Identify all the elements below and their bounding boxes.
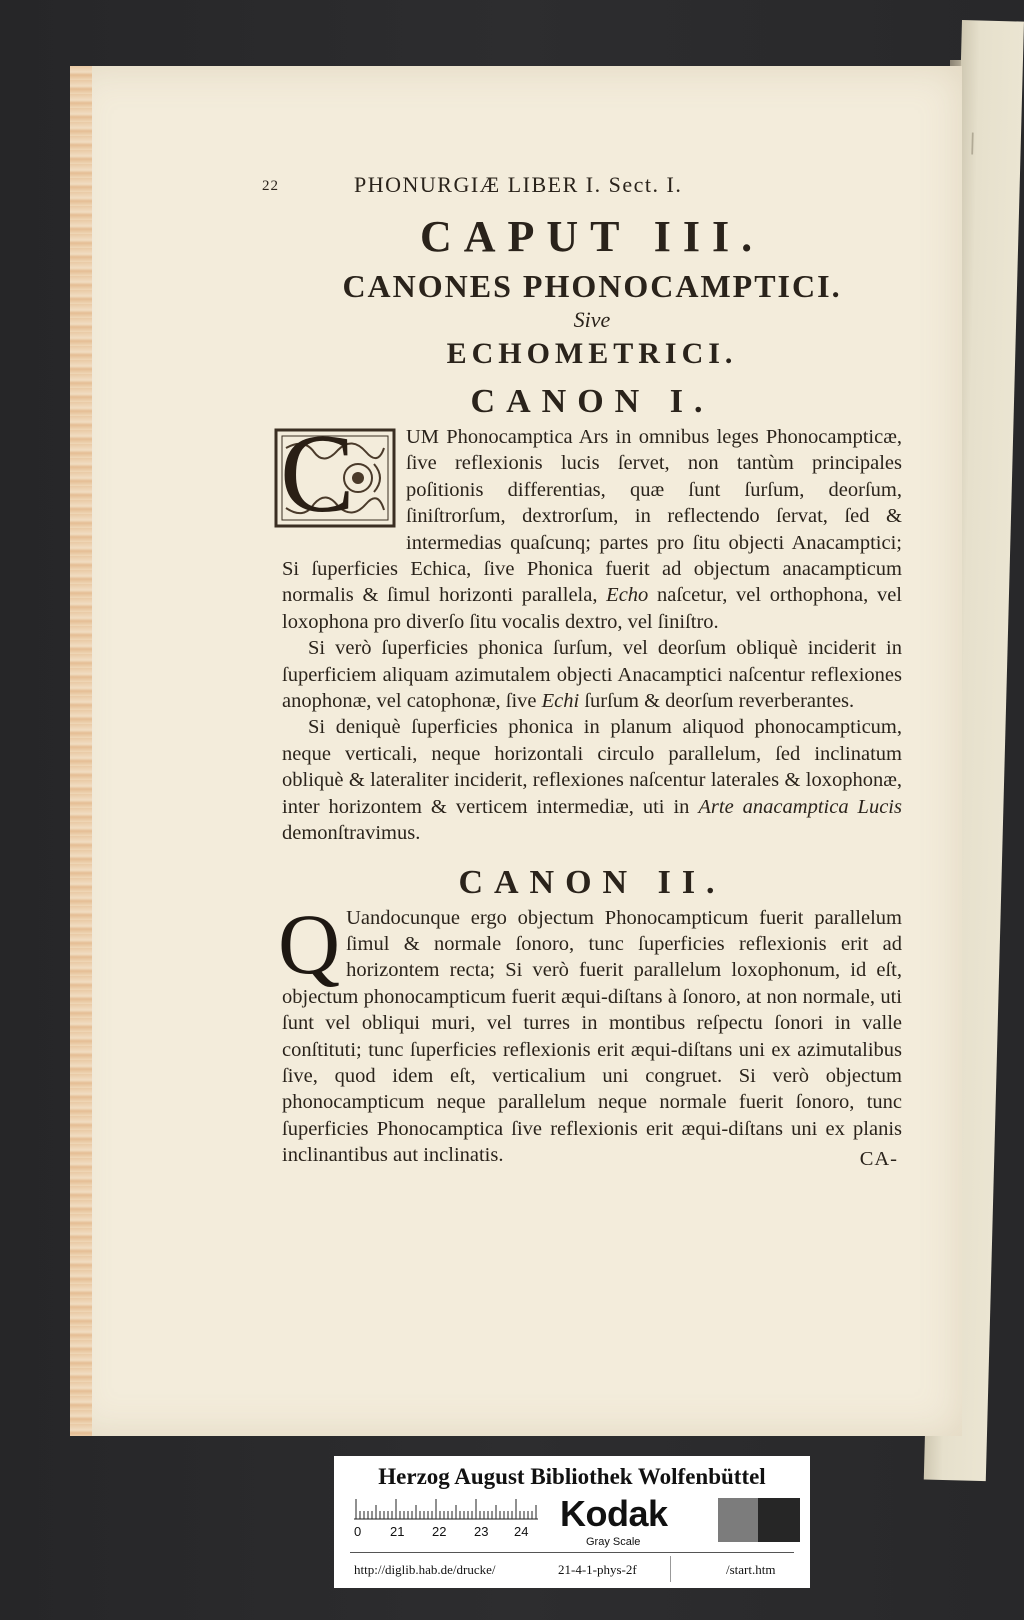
gray-swatch <box>718 1498 758 1542</box>
kodak-brand: Kodak <box>560 1493 668 1534</box>
ruler-number: 0 <box>354 1524 362 1539</box>
running-head <box>262 172 902 206</box>
ornamental-drop-cap-c <box>274 412 396 536</box>
chapter-title: CAPUT III. <box>419 212 765 261</box>
canon-2-heading: CANON II. <box>458 863 726 901</box>
running-title: PHONURGIÆ LIBER I. Sect. I. <box>354 172 683 197</box>
canon-2-body <box>278 895 902 1170</box>
library-name: Herzog August Bibliothek Wolfenbüttel <box>378 1464 766 1489</box>
section-subtitle: ECHOMETRICI. <box>446 337 738 370</box>
dark-swatch <box>758 1498 800 1542</box>
drop-cap-q: Q <box>278 895 341 992</box>
page-number: 22 <box>262 178 279 194</box>
canon-1-paragraph-3-tail: demonſtravimus. <box>282 822 421 845</box>
canon-1-body <box>280 412 903 847</box>
ruler-numbers <box>354 1524 554 1542</box>
canon-1-italic-arte: Arte anacamptica Lucis <box>698 795 902 818</box>
page-text-block <box>262 172 903 1170</box>
url-segment-start: /start.htm <box>726 1562 776 1577</box>
facing-page-bleed: | <box>968 130 977 156</box>
canon-1-paragraph-3 <box>282 714 902 846</box>
gray-scale-caption: Gray Scale <box>586 1536 641 1548</box>
section-title: CANONES PHONOCAMPTICI. <box>342 268 842 304</box>
canon-1-paragraph-2-tail: ſurſum & deorſum reverberantes. <box>584 690 855 713</box>
url-separator <box>670 1556 671 1582</box>
canon-1-paragraph-1-text: UM Phonocamptica Ars in omnibus leges Phonocampticæ, ſive reflexionis lucis ſervet, non tantùm principales poſitionis differentias, quæ ſunt ſurſum, deorſum, ſiniſtrorſum, dextrorſum, in reflectendo ſervat, ſed & intermedias quaſcunq; partes pro ſitu objecti Anacamptici; Si ſuperficies Echica, ſive Phonica fuerit ad objectum anacampticum normalis & ſimul horizonti parallela, <box>282 426 902 607</box>
book-page <box>70 66 962 1436</box>
drop-cap-letter-c: C <box>280 412 355 536</box>
url-segment-base: http://diglib.hab.de/drucke/ <box>354 1562 496 1577</box>
ruler-scale-icon <box>354 1496 538 1520</box>
canon-1-italic-echi: Echi <box>541 690 580 713</box>
canon-1-paragraph-3-text: Si deniquè ſuperficies phonica in planum aliquod phonocampticum, neque verticali, neque horizontali circulo parallelum, ſed inclinatum obliquè & lateraliter inciderit, reflexiones naſcentur laterales & loxophonæ, inter horizontem & verticem intermediæ, uti in <box>282 716 902 818</box>
ruler-number: 21 <box>390 1524 405 1539</box>
canon-2-paragraph: Uandocunque ergo objectum Phonocampticum fuerit parallelum ſimul & normale ſonoro, tunc ſuperficies reflexionis erit ad horizontem recta; Si verò fuerit parallelum loxophonum, id eſt, objectum phonocampticum fuerit æqui-diſtans à ſonoro, at non normale, uti ſunt vel obliqui muri, vel turres in montibus reſpectu ſonori in valle conſtituti; tunc ſuperficies reflexionis erit æqui-diſtans uni ex azimutalibus ſive, quod idem eſt, verticalium uni congruet. Si verò objectum phonocampticum neque parallelum neque normale fuerit ſonoro, tunc ſuperficies Phonocamptica ſive reflexionis erit æqui-diſtans uni ex planis inclinantibus aut inclinatis. <box>282 906 902 1167</box>
sive-connector: Sive <box>573 307 611 332</box>
canon-1-italic-echo: Echo <box>606 584 649 607</box>
ruler-number: 24 <box>514 1524 529 1539</box>
ruler-number: 23 <box>474 1524 489 1539</box>
label-divider <box>350 1552 794 1553</box>
canon-1-paragraph-1-tail: naſcetur, vel orthophona, vel loxophona pro diverſo ſitu vocalis dextro, vel ſiniſtro. <box>282 584 903 633</box>
canon-1-heading: CANON I. <box>470 383 714 420</box>
archive-label <box>334 1456 810 1588</box>
ruler-number: 22 <box>432 1524 447 1539</box>
page-edge-foxing <box>70 66 92 1436</box>
canon-1-paragraph-2 <box>282 635 902 714</box>
canon-1-paragraph-2-text: Si verò ſuperficies phonica ſurſum, vel deorſum obliquè inciderit in ſuperficiem aliquam azimutalem objecti Anacamptici naſcentur reflexiones anophonæ, vel catophonæ, ſive <box>282 637 902 713</box>
catchword: CA- <box>859 1147 898 1170</box>
url-segment-id: 21-4-1-phys-2f <box>558 1562 637 1577</box>
